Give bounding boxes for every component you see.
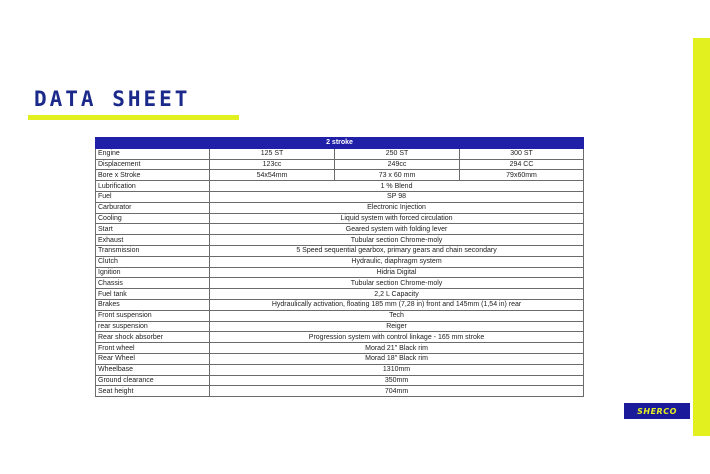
row-value: 249cc — [335, 159, 460, 170]
table-row — [96, 181, 584, 192]
table-row — [96, 353, 584, 364]
row-label: Rear Wheel — [96, 353, 210, 364]
table-row — [96, 191, 584, 202]
table-row — [96, 299, 584, 310]
row-label: Wheelbase — [96, 364, 210, 375]
row-value: 1 % Blend — [210, 181, 584, 192]
table-row — [96, 159, 584, 170]
page-title: DATA SHEET — [34, 87, 191, 111]
row-value: Geared system with folding lever — [210, 224, 584, 235]
row-value: 125 ST — [210, 148, 335, 159]
logo-text: SHERCO — [637, 406, 677, 416]
row-label: Start — [96, 224, 210, 235]
row-value: 123cc — [210, 159, 335, 170]
row-value: Hidria Digital — [210, 267, 584, 278]
row-label: Carburator — [96, 202, 210, 213]
row-value: 73 x 60 mm — [335, 170, 460, 181]
row-label: rear suspension — [96, 321, 210, 332]
table-row — [96, 332, 584, 343]
table-row — [96, 343, 584, 354]
table-row — [96, 321, 584, 332]
title-underline — [28, 115, 239, 120]
row-value: 250 ST — [335, 148, 460, 159]
table-row — [96, 224, 584, 235]
row-label: Ignition — [96, 267, 210, 278]
table-header-row — [96, 138, 584, 149]
accent-side-bar — [693, 38, 710, 436]
table-row — [96, 310, 584, 321]
row-value: Hydraulically activation, floating 185 mm (7,28 in) front and 145mm (1,54 in) rear — [210, 299, 584, 310]
table-row — [96, 202, 584, 213]
row-label: Displacement — [96, 159, 210, 170]
table-row — [96, 278, 584, 289]
table-row — [96, 245, 584, 256]
row-value: Morad 21" Black rim — [210, 343, 584, 354]
row-value: Tubular section Chrome-moly — [210, 235, 584, 246]
row-label: Clutch — [96, 256, 210, 267]
table-row — [96, 170, 584, 181]
row-value: 300 ST — [460, 148, 584, 159]
row-label: Front suspension — [96, 310, 210, 321]
row-label: Chassis — [96, 278, 210, 289]
row-value: SP 98 — [210, 191, 584, 202]
row-label: Cooling — [96, 213, 210, 224]
row-label: Engine — [96, 148, 210, 159]
row-value: Progression system with control linkage - 165 mm stroke — [210, 332, 584, 343]
row-value: 1310mm — [210, 364, 584, 375]
row-label: Transmission — [96, 245, 210, 256]
table-row — [96, 256, 584, 267]
row-value: Hydraulic, diaphragm system — [210, 256, 584, 267]
row-value: 704mm — [210, 386, 584, 397]
row-value: Electronic Injection — [210, 202, 584, 213]
row-value: Tech — [210, 310, 584, 321]
row-label: Brakes — [96, 299, 210, 310]
row-label: Front wheel — [96, 343, 210, 354]
table-header: 2 stroke — [96, 138, 584, 149]
table-row — [96, 267, 584, 278]
row-value: 350mm — [210, 375, 584, 386]
row-label: Fuel tank — [96, 289, 210, 300]
row-value: Reiger — [210, 321, 584, 332]
row-label: Seat height — [96, 386, 210, 397]
row-value: Morad 18" Black rim — [210, 353, 584, 364]
table-row — [96, 364, 584, 375]
row-label: Bore x Stroke — [96, 170, 210, 181]
row-value: Tubular section Chrome-moly — [210, 278, 584, 289]
row-value: 2,2 L Capacity — [210, 289, 584, 300]
table-row — [96, 235, 584, 246]
row-label: Fuel — [96, 191, 210, 202]
row-value: 54x54mm — [210, 170, 335, 181]
row-label: Rear shock absorber — [96, 332, 210, 343]
table-body — [96, 148, 584, 396]
table-row — [96, 289, 584, 300]
row-value: 294 CC — [460, 159, 584, 170]
table-row — [96, 375, 584, 386]
row-value: Liquid system with forced circulation — [210, 213, 584, 224]
table-row — [96, 213, 584, 224]
row-value: 79x60mm — [460, 170, 584, 181]
row-label: Exhaust — [96, 235, 210, 246]
row-value: 5 Speed sequential gearbox, primary gears and chain secondary — [210, 245, 584, 256]
table-row — [96, 148, 584, 159]
data-sheet-table — [95, 137, 584, 397]
sherco-logo — [624, 403, 690, 419]
row-label: Lubrification — [96, 181, 210, 192]
row-label: Ground clearance — [96, 375, 210, 386]
table-row — [96, 386, 584, 397]
